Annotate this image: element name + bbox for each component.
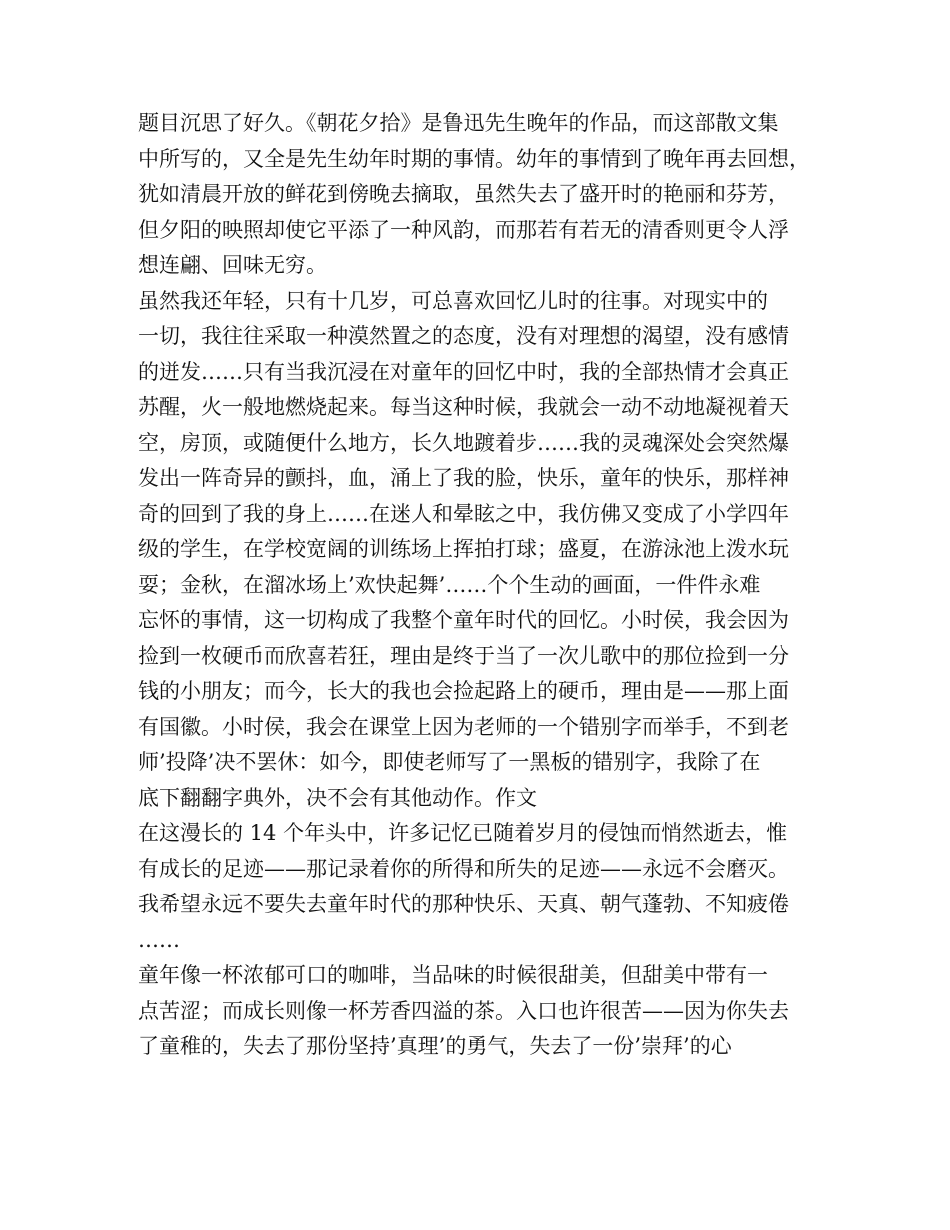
text-line: 的迸发……只有当我沉浸在对童年的回忆中时，我的全部热情才会真正 xyxy=(138,359,789,384)
text-line: 想连翩、回味无穷。 xyxy=(138,253,327,277)
text-line: 空，房顶，或随便什么地方，长久地踱着步……我的灵魂深处会突然爆 xyxy=(138,430,789,455)
text-line: 有国徽。小时侯，我会在课堂上因为老师的一个错别字而举手，不到老 xyxy=(138,714,789,739)
text-line: 级的学生，在学校宽阔的训练场上挥拍打球；盛夏，在游泳池上泼水玩 xyxy=(138,537,789,561)
text-line: 童年像一杯浓郁可口的咖啡，当品味的时候很甜美，但甜美中带有一 xyxy=(138,963,768,987)
text-line: 发出一阵奇异的颤抖，血，涌上了我的脸，快乐，童年的快乐，那样神 xyxy=(138,466,789,490)
text-line: 了童稚的，失去了那份坚持’真理’的勇气，失去了一份’崇拜’的心 xyxy=(138,1034,732,1058)
text-line: 底下翻翻字典外，决不会有其他动作。作文 xyxy=(138,785,537,810)
text-line: 中所写的，又全是先生幼年时期的事情。幼年的事情到了晚年再去回想， xyxy=(138,146,810,171)
text-line: 捡到一枚硬币而欣喜若狂，理由是终于当了一次儿歌中的那位捡到一分 xyxy=(138,643,789,668)
text-line: 在这漫长的 14 个年头中，许多记忆已随着岁月的侵蚀而悄然逝去，惟 xyxy=(138,821,788,845)
text-line: 一切，我往往采取一种漠然置之的态度，没有对理想的渴望，没有感情 xyxy=(138,324,789,348)
text-line: 耍；金秋，在溜冰场上’欢快起舞’……个个生动的画面，一件件永难 xyxy=(138,572,761,597)
text-line: 忘怀的事情，这一切构成了我整个童年时代的回忆。小时侯，我会因为 xyxy=(138,608,789,632)
text-line: 我希望永远不要失去童年时代的那种快乐、天真、朝气蓬勃、不知疲倦 xyxy=(138,892,789,916)
text-line: 奇的回到了我的身上……在迷人和晕眩之中，我仿佛又变成了小学四年 xyxy=(138,501,789,526)
text-line: 师’投降’决不罢休：如今，即使老师写了一黑板的错别字，我除了在 xyxy=(138,750,761,774)
text-line: 有成长的足迹——那记录着你的所得和所失的足迹——永远不会磨灭。 xyxy=(138,856,789,881)
text-line: 但夕阳的映照却使它平添了一种风韵，而那若有若无的清香则更令人浮 xyxy=(138,217,789,242)
text-line: 题目沉思了好久。《朝花夕拾》是鲁迅先生晚年的作品，而这部散文集 xyxy=(138,111,779,135)
text-line: 苏醒，火一般地燃烧起来。每当这种时候，我就会一动不动地凝视着天 xyxy=(138,395,789,419)
text-line: 虽然我还年轻，只有十几岁，可总喜欢回忆儿时的往事。对现实中的 xyxy=(138,288,768,313)
essay-body xyxy=(138,106,838,1065)
text-line: 钱的小朋友；而今，长大的我也会捡起路上的硬币，理由是——那上面 xyxy=(138,679,789,703)
text-line: 犹如清晨开放的鲜花到傍晚去摘取，虽然失去了盛开时的艳丽和芬芳， xyxy=(138,182,789,206)
text-line: 点苦涩；而成长则像一杯芳香四溢的茶。入口也许很苦——因为你失去 xyxy=(138,998,789,1023)
text-line: …… xyxy=(138,927,180,952)
